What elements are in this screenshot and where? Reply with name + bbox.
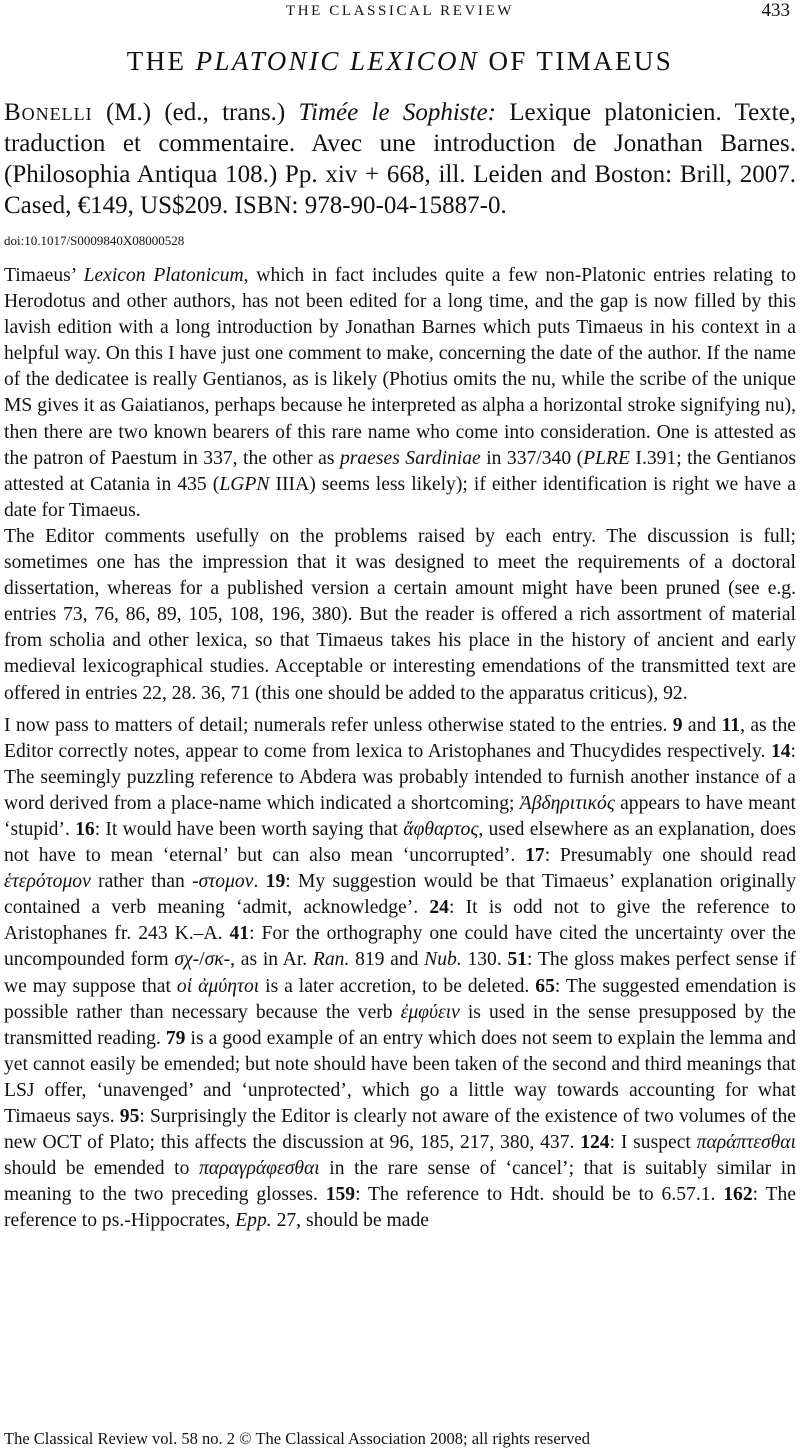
running-title: THE CLASSICAL REVIEW: [285, 3, 515, 19]
greek-word: ἑτερότομον: [4, 871, 91, 893]
text-run: is a later accretion, to be deleted.: [259, 975, 536, 997]
entry-number: 16: [75, 818, 95, 840]
paragraph-2: [4, 524, 796, 707]
entry-number: 162: [723, 1184, 753, 1206]
greek-word: παραγράφεσθαι: [198, 1158, 320, 1180]
entry-number: 79: [165, 1027, 186, 1049]
text-run: in the rare sense of ‘cancel’; that is suitably similar in meaning to the two preceding glosses.: [4, 1158, 796, 1206]
page-number: 433: [761, 0, 790, 21]
italic-run: Lexicon Platonicum: [83, 265, 244, 286]
italic-run: Nub.: [424, 949, 462, 971]
text-run: and: [682, 714, 722, 736]
text-run: IIIA) seems less likely); if either identification is right we have a date for Timaeus.: [4, 473, 796, 521]
text-run: I.391; the Gentianos attested at Catania in 435 (: [4, 447, 796, 495]
article-body: [4, 263, 796, 1234]
entry-number: 41: [229, 923, 250, 945]
text-run: : It is odd not to give the reference to Aristophanes fr. 243 K.–A.: [4, 897, 796, 945]
text-run: 130.: [461, 949, 508, 971]
text-run: : Surprisingly the Editor is clearly not aware of the existence of two volumes of the new OCT of Plato; this affects the discussion at 96, 185, 217, 380, 437.: [4, 1106, 796, 1154]
text-run: -/: [192, 949, 205, 971]
text-run: : It would have been worth saying that: [94, 818, 404, 840]
entry-number: 17: [525, 845, 545, 867]
text-run: -, as in Ar.: [223, 949, 313, 971]
text-run: , as the Editor correctly notes, appear to come from lexica to Aristophanes and Thucydides respectively.: [4, 714, 796, 762]
text-run: 27, should be made: [271, 1210, 429, 1232]
text-run: 819 and: [349, 949, 425, 971]
citation-editor: (M.) (ed., trans.): [92, 99, 299, 126]
greek-word: σχ: [174, 949, 193, 971]
entry-number: 19: [265, 871, 286, 893]
entry-number: 124: [580, 1132, 610, 1154]
entry-number: 9: [672, 714, 683, 736]
greek-word: Ἀβδηριτικός: [519, 792, 615, 814]
text-run: should be emended to: [4, 1158, 199, 1180]
italic-run: Ran.: [312, 949, 350, 971]
greek-word: στομον: [198, 871, 254, 893]
article-title: [0, 44, 800, 78]
entry-number: 159: [325, 1184, 356, 1206]
greek-word: ἄφθαρτος: [403, 818, 479, 840]
entry-number: 14: [770, 740, 791, 762]
book-citation: [4, 97, 796, 221]
title-pre: THE: [126, 46, 196, 76]
text-run: is used in the sense presupposed by the transmitted reading.: [4, 1001, 796, 1049]
greek-word: παράπτεσθαι: [696, 1132, 796, 1154]
text-run: : The reference to Hdt. should be to 6.57.1.: [355, 1184, 724, 1206]
paragraph-3: [4, 713, 796, 1235]
text-run: in 337/340 (: [480, 447, 584, 469]
text-run: , used elsewhere as an explanation, does not have to mean ‘eternal’ but can also mean ‘uncorrupted’.: [4, 818, 796, 867]
italic-run: PLRE: [583, 447, 630, 469]
running-head: [0, 0, 800, 22]
text-run: : The suggested emendation is possible rather than necessary because the verb: [4, 975, 796, 1023]
text-run: .: [253, 871, 266, 893]
entry-number: 95: [119, 1106, 140, 1127]
text-run: : The gloss makes perfect sense if we may suppose that: [4, 949, 796, 997]
text-run: : Presumably one should read: [544, 845, 796, 867]
text-run: : For the orthography one could have cited the uncertainty over the uncompounded form: [4, 923, 796, 971]
text-run: The Editor comments usefully on the problems raised by each entry. The discussion is full; sometimes one has the impression that it was designed to meet the requirements of a doctoral dissertation, whereas for a published version a certain amount might have been pruned (see e.g. entries 73, 76, 86, 89, 105, 108, 196, 380). But the reader is offered a rich assortment of material from scholia and other lexica, so that Timaeus takes his place in the history of ancient and early medieval lexicographical studies. Acceptable or interesting emendations of the transmitted text are offered in entries 22, 28. 36, 71 (this one should be added to the apparatus criticus), 92.: [4, 525, 796, 704]
text-run: : The reference to ps.-Hippocrates,: [4, 1184, 796, 1232]
italic-run: praeses Sardiniae: [339, 447, 481, 469]
citation-author: Bonelli: [4, 99, 93, 126]
entry-number: 65: [535, 975, 555, 997]
doi: doi:10.1017/S0009840X08000528: [4, 233, 185, 248]
greek-word: ἐμφύειν: [400, 1001, 460, 1023]
text-run: rather than -: [90, 871, 199, 893]
text-run: , which in fact includes quite a few non-Platonic entries relating to Herodotus and other authors, has not been edited for a long time, and the gap is now filled by this lavish edition with a long introduction by Jonathan Barnes which puts Timaeus in his context in a helpful way. On this I have just one comment to make, concerning the date of the author. If the name of the dedicatee is really Gentianos, as is likely (Photius omits the nu, while the scribe of the unique MS gives it as Gaiatianos, perhaps because he interpreted as alpha a horizontal stroke signifying nu), then there are two known bearers of this rare name who come into consideration. One is attested as the patron of Paestum in 337, the other as: [4, 265, 796, 469]
text-run: : My suggestion would be that Timaeus’ explanation originally contained a verb meaning ‘admit, acknowledge’.: [4, 871, 797, 919]
title-italic: PLATONIC LEXICON: [195, 46, 480, 76]
text-run: I now pass to matters of detail; numerals refer unless otherwise stated to the entries.: [4, 714, 673, 736]
text-run: : The seemingly puzzling reference to Abdera was probably intended to furnish another instance of a word derived from a place-name which indicated a shortcoming;: [4, 740, 796, 814]
text-run: is a good example of an entry which does not seem to explain the lemma and yet cannot easily be emended; but note should have been taken of the second and third meanings that LSJ offer, ‘unavenged’ and ‘unprotected’, which go a little way towards accounting for what Timaeus says.: [4, 1027, 796, 1127]
italic-run: Epp.: [235, 1210, 272, 1232]
citation-book-title: Timée le Sophiste:: [298, 99, 496, 126]
entry-number: 24: [429, 897, 449, 919]
italic-run: LGPN: [219, 473, 270, 495]
page-footer: The Classical Review vol. 58 no. 2 © The Classical Association 2008; all rights reserved: [4, 1429, 590, 1448]
entry-number: 51: [507, 949, 528, 971]
citation-details: Lexique platonicien. Texte, traduction et commentaire. Avec une introduction de Jonathan Barnes. (Philosophia Antiqua 108.) Pp. xiv + 668, ill. Leiden and Boston: Brill, 2007. Cased, €149, US$209. ISBN: 978-90-04-15887-0.: [4, 99, 796, 219]
greek-word: οἱ ἀμύητοι: [176, 975, 260, 997]
entry-number: 11: [721, 714, 741, 736]
text-run: appears to have meant ‘stupid’.: [4, 792, 796, 840]
paragraph-1: [4, 263, 796, 524]
title-post: OF TIMAEUS: [479, 46, 674, 76]
text-run: : I suspect: [609, 1132, 697, 1154]
text-run: Timaeus’: [4, 265, 84, 286]
greek-word: σκ: [204, 949, 224, 971]
